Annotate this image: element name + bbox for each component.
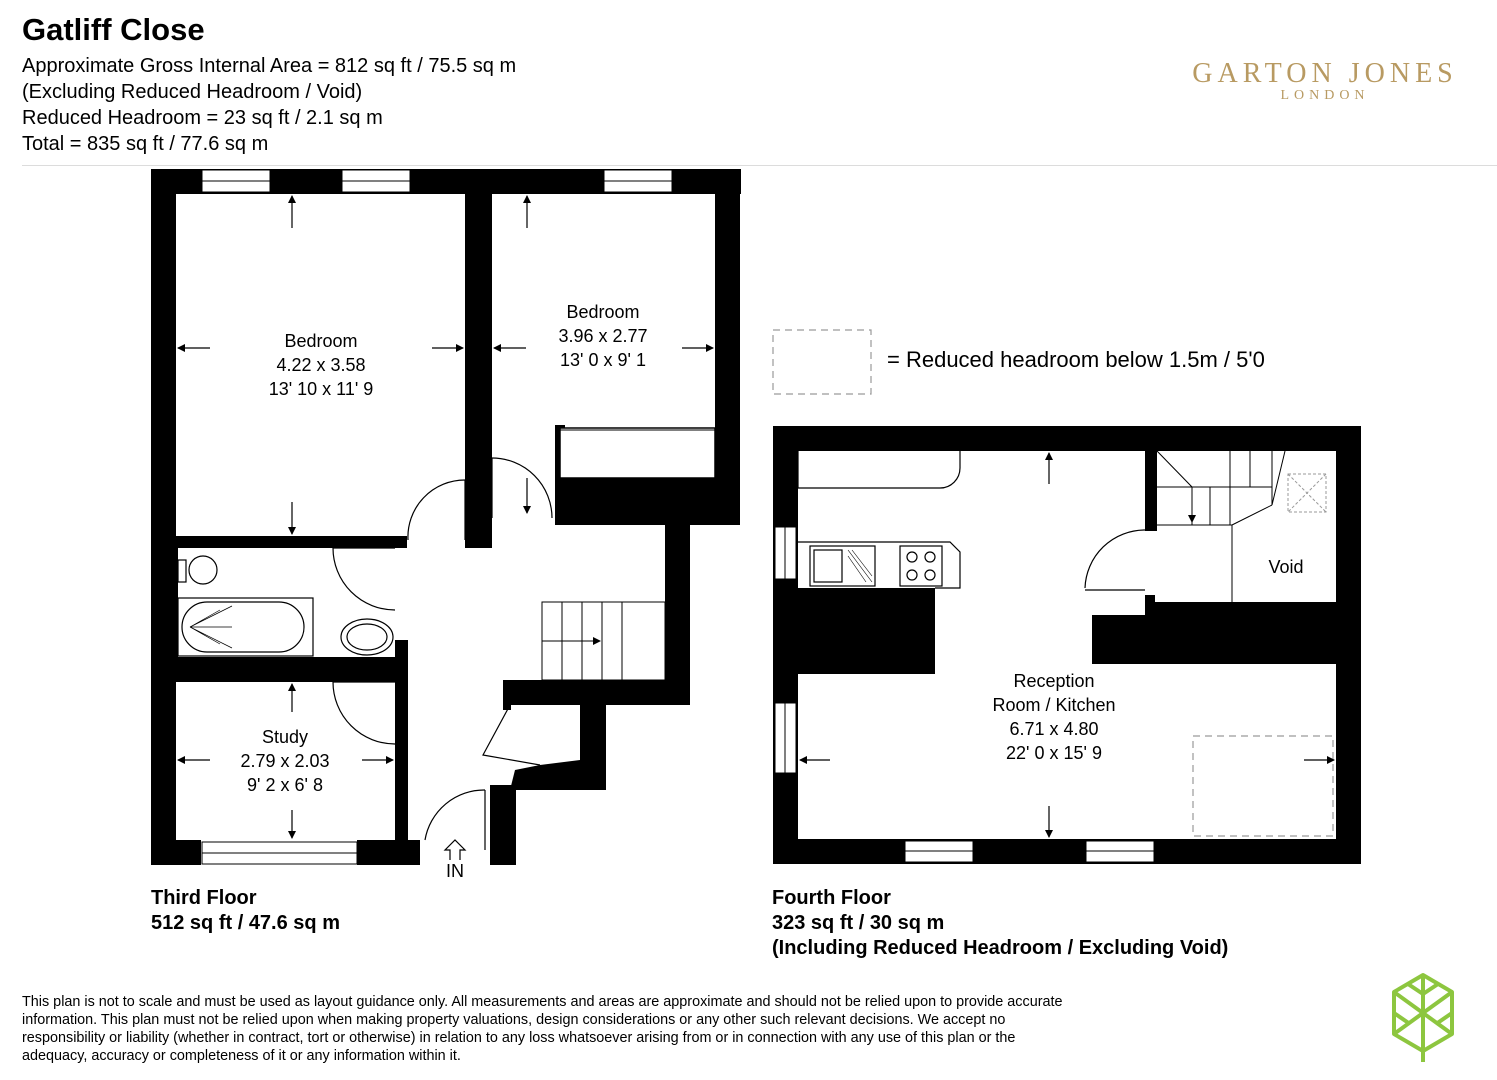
house-leaf-logo-icon bbox=[1390, 972, 1456, 1064]
third-floor-area: 512 sq ft / 47.6 sq m bbox=[151, 912, 340, 934]
exclusion-note-line: (Excluding Reduced Headroom / Void) bbox=[22, 81, 363, 103]
page-title: Gatliff Close bbox=[22, 12, 205, 47]
bedroom-2-metric: 3.96 x 2.77 bbox=[558, 326, 648, 346]
fourth-floor-staircase bbox=[1157, 451, 1285, 602]
skylight-icon bbox=[1288, 474, 1326, 512]
gross-area-line: Approximate Gross Internal Area = 812 sq ft / 75.5 sq m bbox=[22, 55, 517, 77]
reception-name-line2: Room / Kitchen bbox=[992, 695, 1116, 715]
kitchen-fixtures bbox=[798, 451, 960, 588]
bedroom-1-name: Bedroom bbox=[284, 331, 358, 351]
third-floor-doors bbox=[333, 458, 552, 850]
entrance-label: IN bbox=[446, 861, 464, 881]
fourth-floor-area: 323 sq ft / 30 sq m bbox=[772, 912, 945, 934]
fourth-floor-walls bbox=[773, 426, 1361, 864]
study-metric: 2.79 x 2.03 bbox=[240, 751, 330, 771]
reception-metric: 6.71 x 4.80 bbox=[1009, 719, 1099, 739]
key-label: = Reduced headroom below 1.5m / 5'0 bbox=[887, 347, 1265, 372]
reception-name-line1: Reception bbox=[1013, 671, 1095, 691]
entrance-arrow-icon bbox=[445, 840, 465, 860]
wardrobe bbox=[560, 428, 715, 478]
fourth-floor-door bbox=[1085, 530, 1145, 590]
third-floor-plan bbox=[151, 169, 741, 881]
bedroom-2-name: Bedroom bbox=[566, 302, 640, 322]
fourth-floor-area-note: (Including Reduced Headroom / Excluding Void) bbox=[772, 937, 1229, 959]
reduced-headroom-area bbox=[1193, 736, 1333, 836]
total-area-line: Total = 835 sq ft / 77.6 sq m bbox=[22, 133, 269, 155]
void-label: Void bbox=[1268, 557, 1304, 577]
study-imperial: 9' 2 x 6' 8 bbox=[247, 775, 323, 795]
bedroom-1-imperial: 13' 10 x 11' 9 bbox=[268, 379, 374, 399]
reception-imperial: 22' 0 x 15' 9 bbox=[1006, 743, 1102, 763]
fourth-floor-title: Fourth Floor bbox=[772, 887, 891, 909]
fourth-floor-caption bbox=[772, 886, 1228, 961]
headroom-key bbox=[773, 330, 1265, 394]
bedroom-1-metric: 4.22 x 3.58 bbox=[276, 355, 366, 375]
third-floor-caption bbox=[151, 886, 340, 936]
third-floor-title: Third Floor bbox=[151, 887, 257, 909]
third-floor-staircase bbox=[542, 602, 665, 680]
reduced-headroom-line: Reduced Headroom = 23 sq ft / 2.1 sq m bbox=[22, 107, 383, 129]
bedroom-2-imperial: 13' 0 x 9' 1 bbox=[560, 350, 646, 370]
study-name: Study bbox=[261, 727, 309, 747]
fourth-floor-plan bbox=[773, 426, 1361, 864]
fourth-floor-window-glazing bbox=[785, 527, 1154, 851]
key-swatch bbox=[773, 330, 871, 394]
bathroom-fixtures bbox=[178, 556, 393, 656]
brand-city: LONDON bbox=[1280, 88, 1370, 103]
third-floor-labels bbox=[240, 302, 647, 881]
disclaimer-text: This plan is not to scale and must be used as layout guidance only. All measurements and areas are approximate and should not be relied upon to provide accurate information. This plan must not be relied upon when making property valuations, design considerations or any other such relevant decisions. We accept no responsibility or liability (whether in contract, tort or otherwise) in relation to any loss whatsoever arising from or in connection with any use of this plan or the adequacy, accuracy or completeness of it or any information within it. bbox=[22, 994, 1063, 1064]
brand-name: GARTON JONES bbox=[1192, 58, 1458, 89]
